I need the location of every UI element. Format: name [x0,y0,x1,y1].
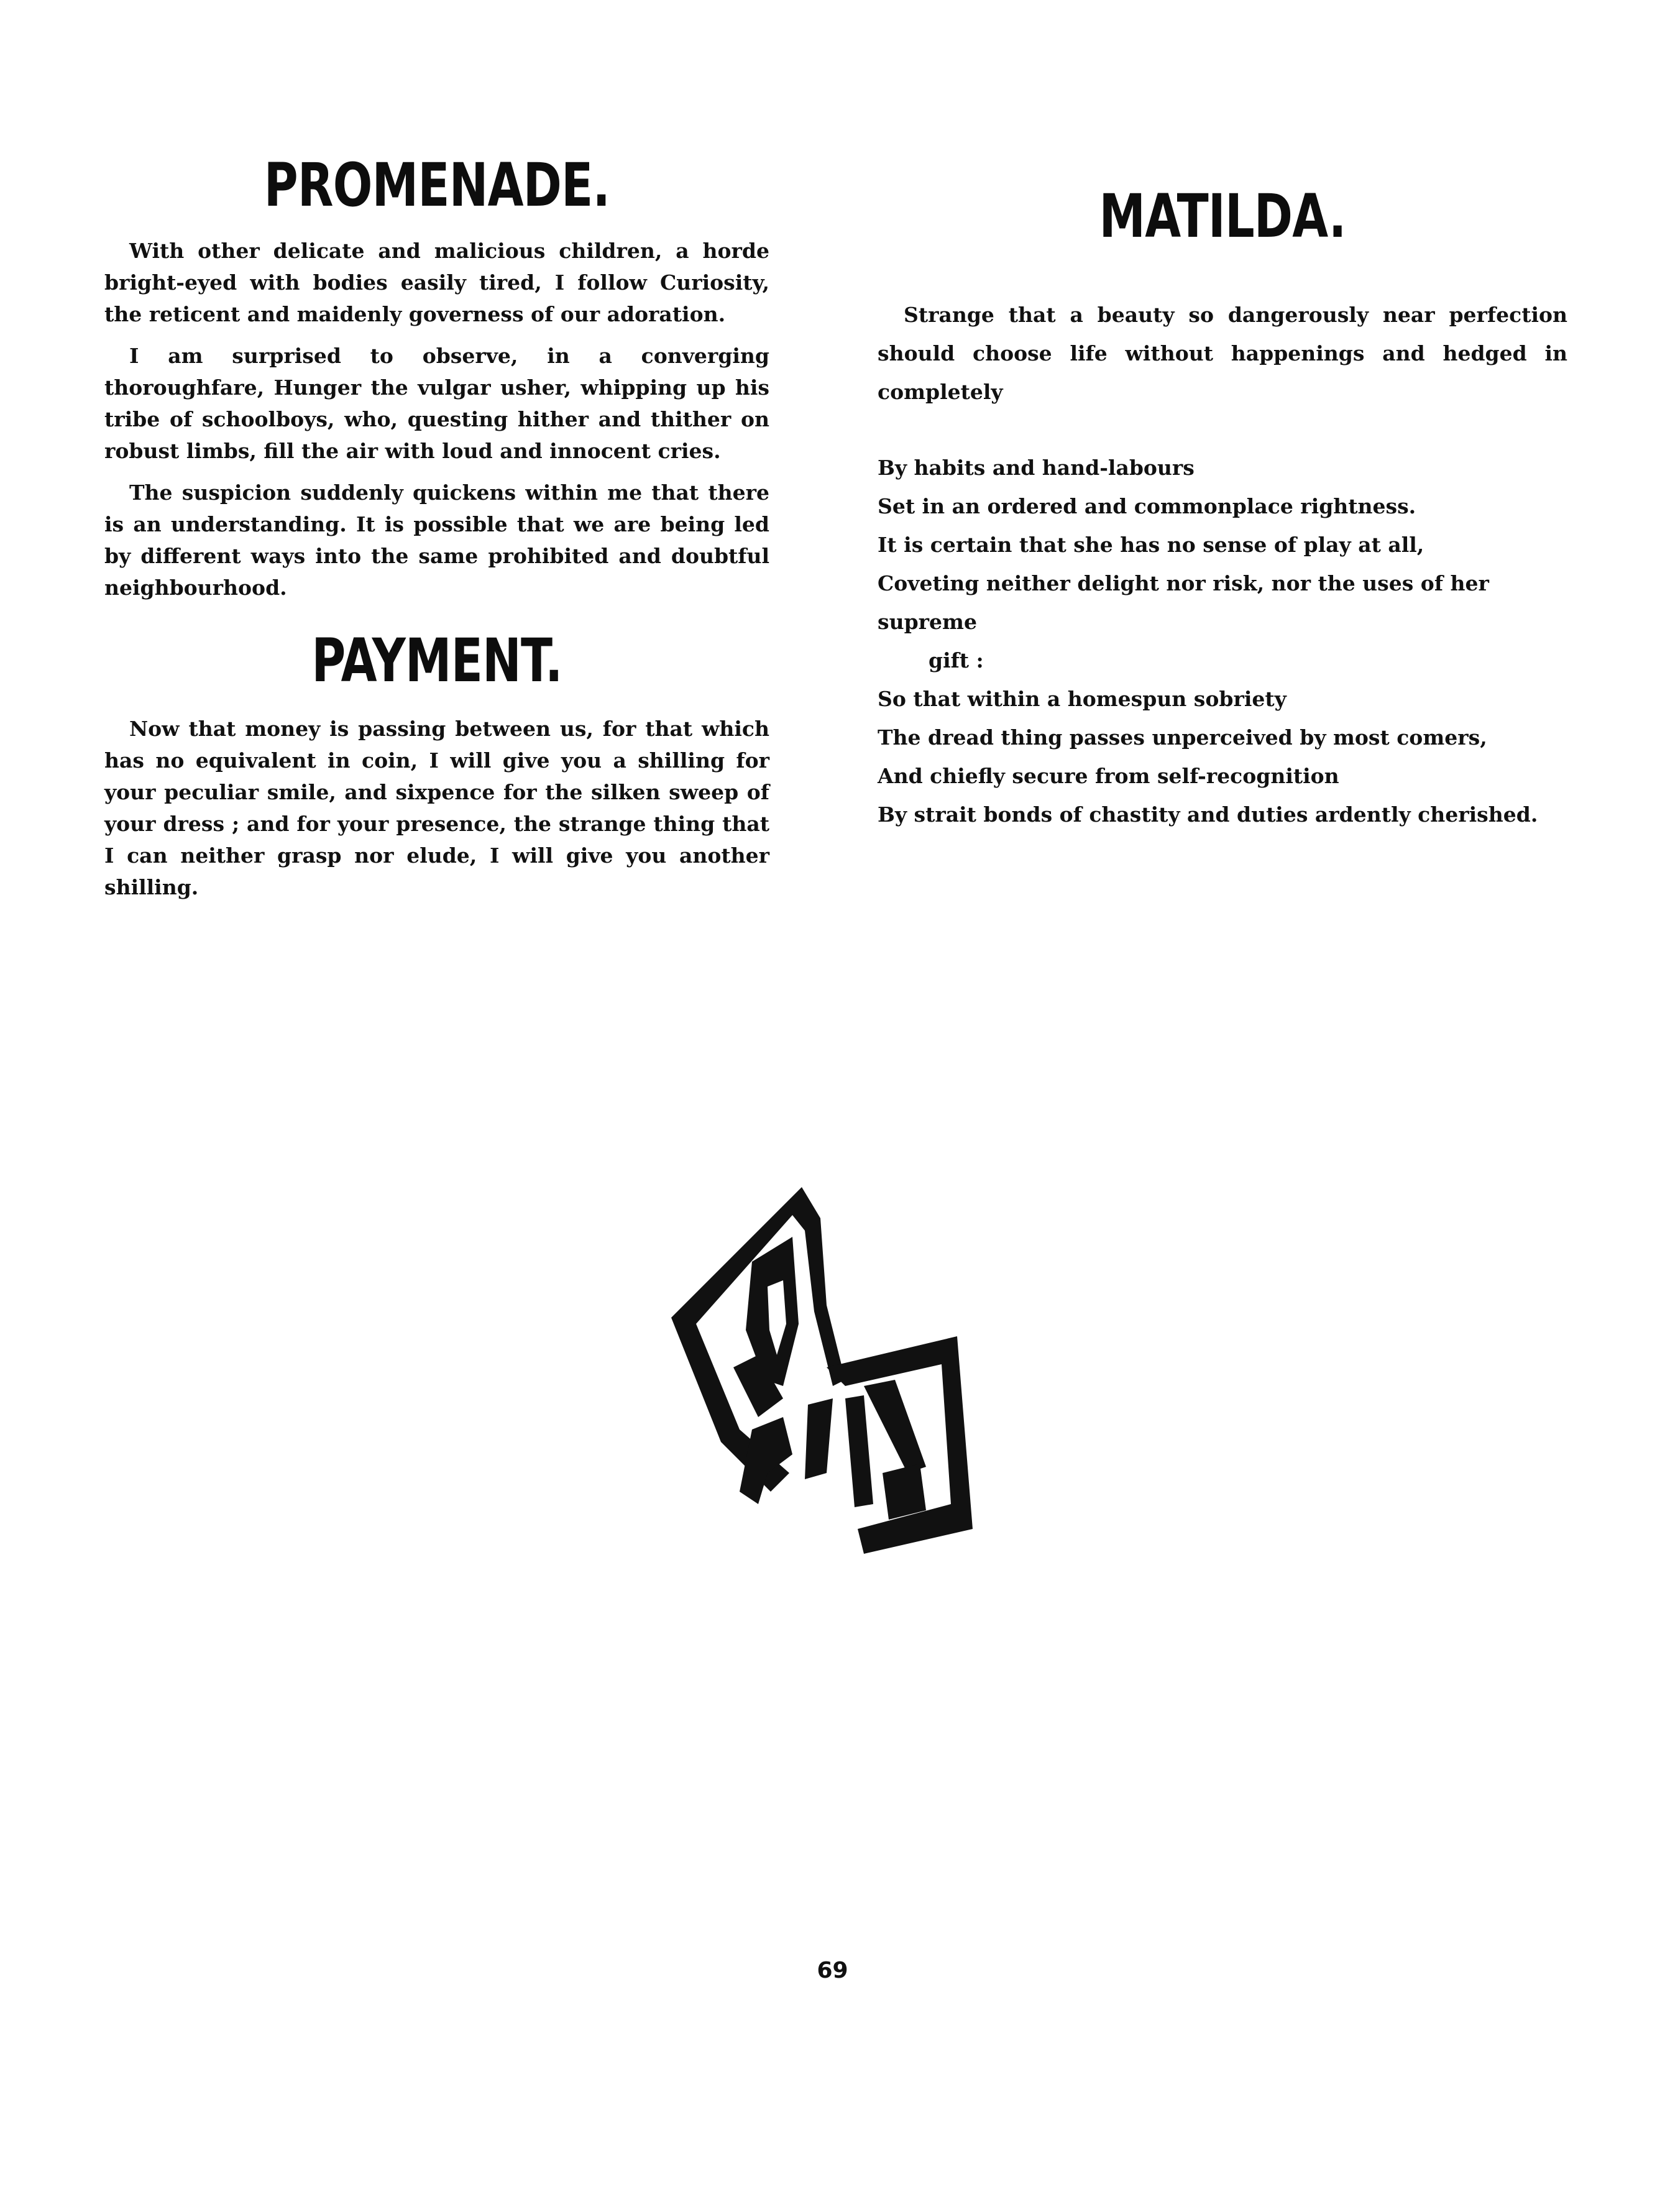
payment-title: PAYMENT. [311,626,562,695]
right-column [878,181,1567,834]
promenade-paragraph: I am surprised to observe, in a converging thoroughfare, Hunger the vulgar usher, whipping up his tribe of schoolboys, who, questing hither and thither on robust limbs, fill the air with loud and innocent cries. [104,344,769,463]
verse-line: So that within a homespun sobriety [878,687,1287,711]
promenade-paragraph: With other delicate and malicious children, a horde bright-eyed with bodies easily tired, I follow Curiosity, the reticent and maidenly governess of our adoration. [104,239,769,326]
promenade-title: PROMENADE. [264,150,610,220]
matilda-title: MATILDA. [1099,181,1346,251]
payment-body [104,713,769,903]
abstract-woodcut-icon [659,1181,994,1591]
verse-line: gift : [929,648,984,672]
verse-line: Coveting neither delight nor risk, nor the uses of her supreme [878,571,1489,634]
verse-line: It is certain that she has no sense of play at all, [878,533,1424,557]
payment-paragraph: Now that money is passing between us, for that which has no equivalent in coin, I will give you a shilling for your peculiar smile, and sixpence for the silken sweep of your dress ; and for your presence, the strange thing that I can neither grasp nor elude, I will give you another shilling. [104,717,769,899]
matilda-verse [878,449,1567,834]
promenade-paragraph: The suspicion suddenly quickens within me that there is an understanding. It is possible that we are being led by different ways into the same prohibited and doubtful neighbourhood. [104,480,769,600]
promenade-body [104,235,769,603]
verse-line: Set in an ordered and commonplace rightness. [878,494,1416,518]
matilda-intro: Strange that a beauty so dangerously near perfection should choose life without happenings and hedged in completely [878,303,1567,404]
verse-line: The dread thing passes unperceived by most comers, [878,725,1487,750]
verse-line: By strait bonds of chastity and duties ardently cherished. [878,802,1538,827]
verse-line: By habits and hand-labours [878,456,1195,480]
page-number: 69 [817,1958,848,1983]
verse-line: And chiefly secure from self-recognition [878,764,1339,788]
left-column [104,150,769,903]
